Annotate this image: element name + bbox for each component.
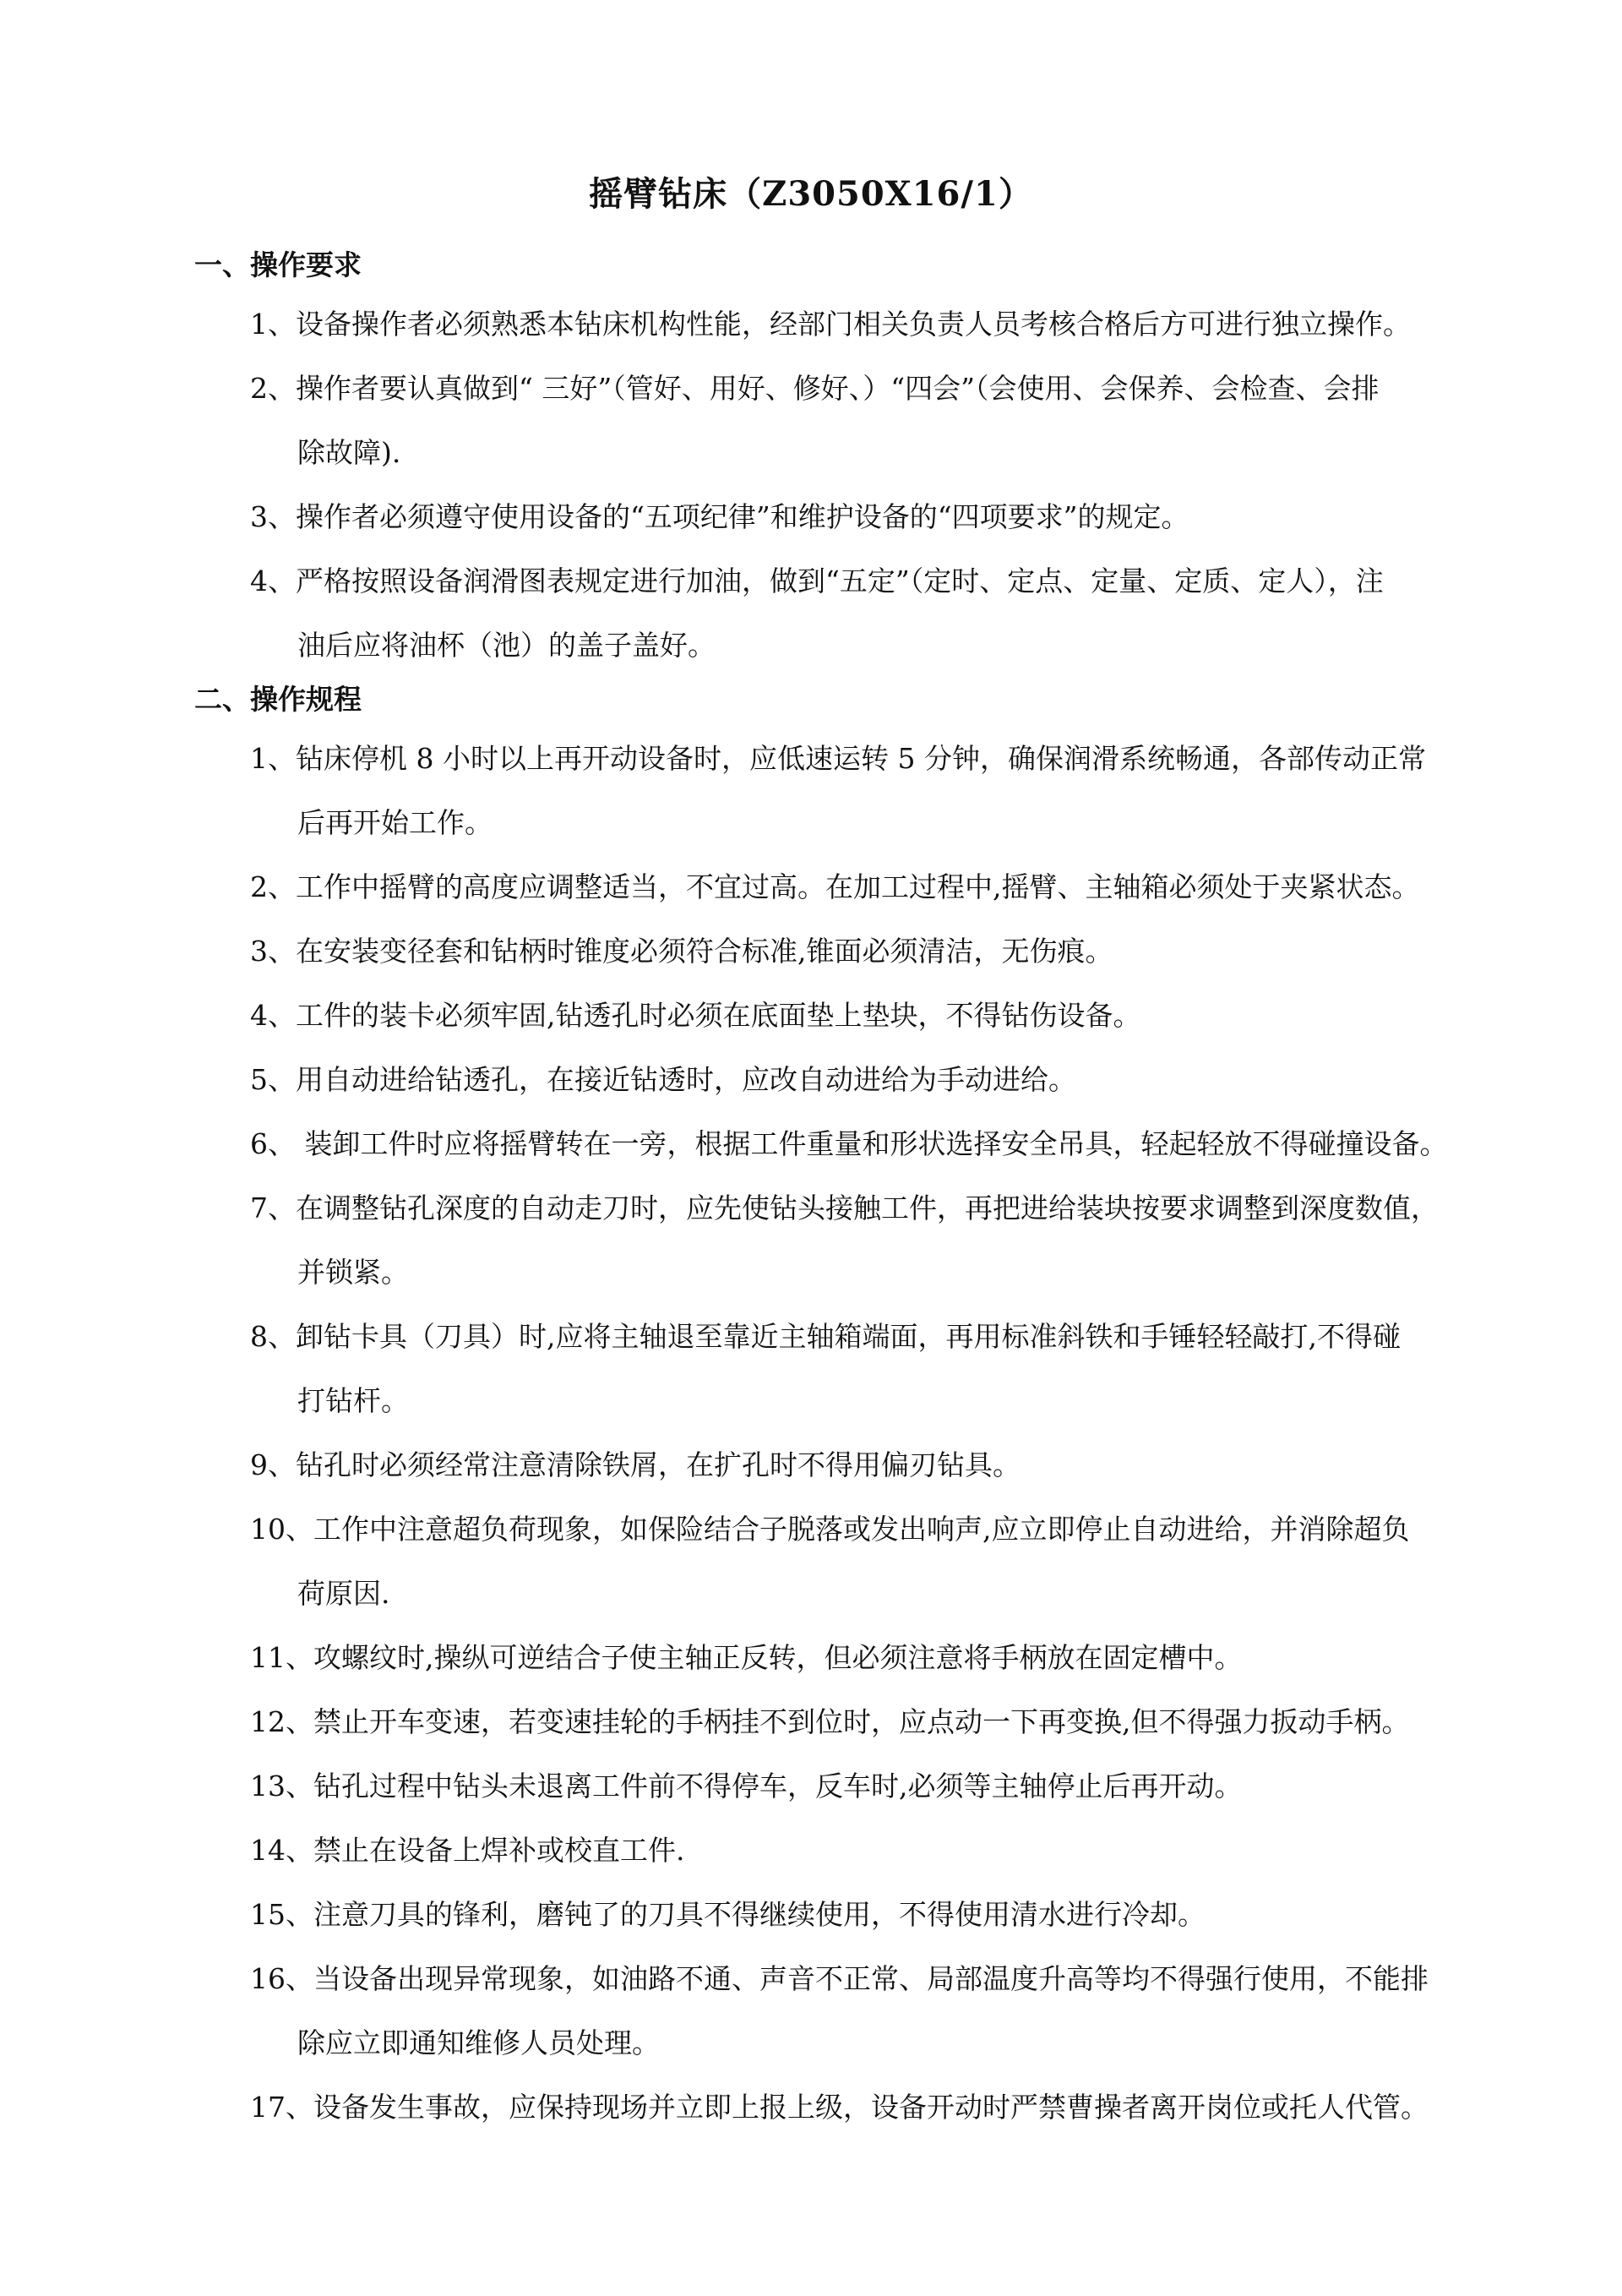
list-item bbox=[250, 984, 1517, 1048]
list-item bbox=[250, 357, 1517, 485]
list-item-continuation: 荷原因. bbox=[297, 1577, 390, 1610]
section-heading-1: 一、操作要求 bbox=[194, 248, 362, 281]
list-item-text: 1、设备操作者必须熟悉本钻床机构性能，经部门相关负责人员考核合格后方可进行独立操作。 bbox=[250, 308, 1411, 341]
list-item bbox=[250, 919, 1517, 984]
list-item-text: 13、钻孔过程中钻头未退离工件前不得停车，反车时,必须等主轴停止后再开动。 bbox=[250, 1770, 1243, 1802]
list-item-text: 12、禁止开车变速，若变速挂轮的手柄挂不到位时，应点动一下再变换,但不得强力扳动手柄。 bbox=[250, 1705, 1410, 1738]
list-item bbox=[250, 1048, 1517, 1112]
list-item-text: 8、卸钻卡具（刀具）时,应将主轴退至靠近主轴箱端面，再用标准斜铁和手锤轻轻敲打,不得碰 bbox=[250, 1320, 1401, 1353]
list-item bbox=[250, 1176, 1517, 1305]
list-item-text: 5、用自动进给钻透孔，在接近钻透时，应改自动进给为手动进给。 bbox=[250, 1063, 1076, 1096]
list-item bbox=[250, 292, 1517, 357]
list-item-continuation: 打钻杆。 bbox=[297, 1384, 409, 1417]
list-item-continuation: 除应立即通知维修人员处理。 bbox=[297, 2026, 660, 2059]
list-item-text: 3、操作者必须遵守使用设备的“五项纪律”和维护设备的“四项要求”的规定。 bbox=[250, 500, 1189, 533]
list-item-text: 16、当设备出现异常现象，如油路不通、声音不正常、局部温度升高等均不得强行使用，不能排 bbox=[250, 1962, 1429, 1995]
list-item-text: 4、工件的装卡必须牢固,钻透孔时必须在底面垫上垫块，不得钻伤设备。 bbox=[250, 999, 1141, 1032]
list-item bbox=[250, 1305, 1517, 1433]
list-item-continuation: 油后应将油杯（池）的盖子盖好。 bbox=[297, 629, 716, 662]
list-item bbox=[250, 1433, 1517, 1497]
list-item-text: 6、 装卸工件时应将摇臂转在一旁，根据工件重量和形状选择安全吊具，轻起轻放不得碰撞设备。 bbox=[250, 1127, 1448, 1160]
list-item bbox=[250, 485, 1517, 549]
list-item-text: 7、在调整钻孔深度的自动走刀时，应先使钻头接触工件，再把进给装块按要求调整到深度数值， bbox=[250, 1192, 1439, 1224]
section-heading-2: 二、操作规程 bbox=[194, 683, 362, 716]
list-item bbox=[250, 1112, 1517, 1176]
list-item-text: 4、严格按照设备润滑图表规定进行加油，做到“五定”（定时、定点、定量、定质、定人），注 bbox=[250, 564, 1384, 597]
list-item bbox=[250, 727, 1517, 855]
list-item-text: 9、钻孔时必须经常注意清除铁屑，在扩孔时不得用偏刃钻具。 bbox=[250, 1448, 1021, 1481]
list-item bbox=[250, 1754, 1517, 1819]
list-item-text: 2、工作中摇臂的高度应调整适当，不宜过高。在加工过程中,摇臂、主轴箱必须处于夹紧状态。 bbox=[250, 870, 1420, 903]
list-item bbox=[250, 2075, 1517, 2140]
list-item-continuation: 后再开始工作。 bbox=[297, 806, 493, 839]
list-item-continuation: 除故障). bbox=[297, 436, 401, 469]
list-item-text: 3、在安装变径套和钻柄时锥度必须符合标准,锥面必须清洁，无伤痕。 bbox=[250, 935, 1113, 968]
list-item-text: 11、攻螺纹时,操纵可逆结合子使主轴正反转，但必须注意将手柄放在固定槽中。 bbox=[250, 1641, 1243, 1674]
list-item-continuation: 并锁紧。 bbox=[297, 1256, 409, 1289]
list-item-text: 15、注意刀具的锋利，磨钝了的刀具不得继续使用，不得使用清水进行冷却。 bbox=[250, 1898, 1206, 1931]
list-item-text: 14、禁止在设备上焊补或校直工件. bbox=[250, 1834, 685, 1867]
list-item-text: 2、操作者要认真做到“ 三好”（管好、用好、修好、）“四会”（会使用、会保养、会检查、会排 bbox=[250, 372, 1380, 405]
list-item bbox=[250, 1947, 1517, 2075]
list-item bbox=[250, 1819, 1517, 1883]
list-item-text: 10、工作中注意超负荷现象，如保险结合子脱落或发出响声,应立即停止自动进给，并消除超负 bbox=[250, 1513, 1410, 1546]
list-item bbox=[250, 1497, 1517, 1626]
list-item bbox=[250, 1883, 1517, 1947]
list-item bbox=[250, 855, 1517, 919]
list-item bbox=[250, 1690, 1517, 1754]
list-item-text: 17、设备发生事故，应保持现场并立即上报上级，设备开动时严禁曹操者离开岗位或托人代管。 bbox=[250, 2091, 1429, 2124]
list-item-text: 1、钻床停机 8 小时以上再开动设备时，应低速运转 5 分钟，确保润滑系统畅通，各部传动正常 bbox=[250, 742, 1426, 775]
list-item bbox=[250, 1626, 1517, 1690]
document-title: 摇臂钻床（Z3050X16/1） bbox=[589, 174, 1033, 214]
list-item bbox=[250, 549, 1517, 678]
